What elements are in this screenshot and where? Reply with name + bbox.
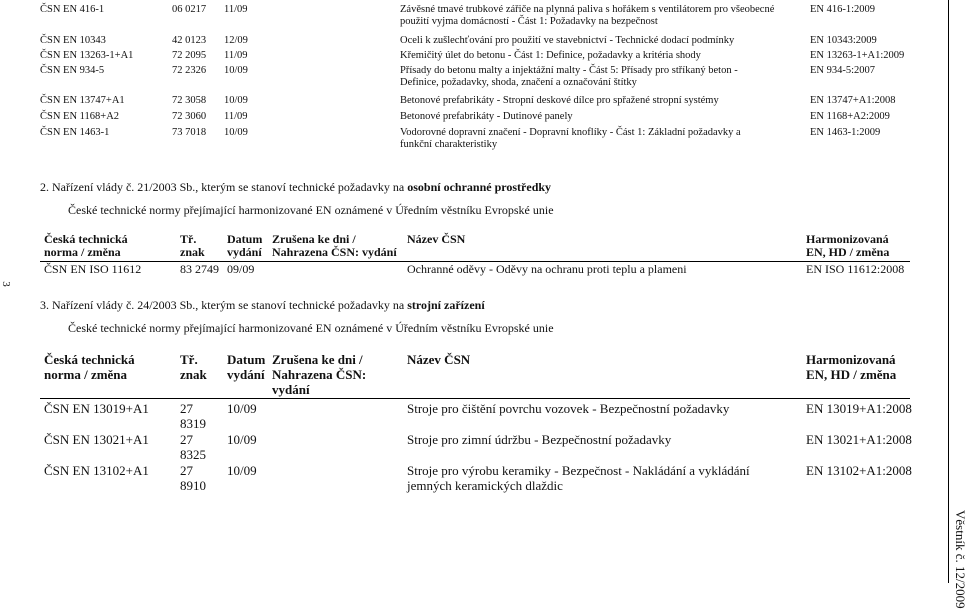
issue-date: 10/09 — [224, 127, 248, 138]
issue-date: 09/09 — [227, 262, 255, 276]
class-code: 27 8910 — [180, 463, 206, 493]
header-csn: Česká technická norma / změna — [44, 232, 128, 259]
header-title: Název ČSN — [407, 232, 466, 246]
standard-title: Stroje pro zimní údržbu - Bezpečnostní požadavky — [407, 432, 672, 447]
page-number: 3 — [0, 281, 12, 287]
csn-code: ČSN EN 416-1 — [40, 4, 105, 15]
harmonized-en: EN 13021+A1:2008 — [806, 432, 912, 447]
standard-title: Betonové prefabrikáty - Dutinové panely — [400, 111, 573, 122]
class-code: 72 3058 — [172, 95, 207, 106]
section-3-subject: strojní zařízení — [407, 298, 485, 312]
header-cancelled: Zrušena ke dni / Nahrazena ČSN: vydání — [272, 352, 367, 397]
header-class: Tř. znak — [180, 352, 207, 382]
section-3-intro: České technické normy přejímající harmonizované EN oznámené v Úředním věstníku Evropské unie — [68, 321, 554, 335]
header-cancelled: Zrušena ke dni / Nahrazena ČSN: vydání — [272, 232, 397, 259]
journal-issue-label: Věstník č. 12/2009 — [953, 510, 968, 609]
class-code: 06 0217 — [172, 4, 207, 15]
harmonized-en: EN 416-1:2009 — [810, 4, 876, 15]
header-date: Datum vydání — [227, 232, 263, 259]
standard-title: Oceli k zušlechťování pro použití ve stavebnictví - Technické dodací podmínky — [400, 35, 735, 46]
csn-code: ČSN EN 1463-1 — [40, 127, 110, 138]
section-2-subject: osobní ochranné prostředky — [407, 180, 552, 194]
issue-date: 11/09 — [224, 111, 248, 122]
class-code: 42 0123 — [172, 35, 207, 46]
section-2-prefix: 2. Nařízení vlády č. 21/2003 Sb., kterým se stanoví technické požadavky na — [40, 180, 408, 194]
issue-date: 10/09 — [227, 401, 257, 416]
csn-code: ČSN EN 10343 — [40, 35, 106, 46]
standard-title: Vodorovné dopravní značení - Dopravní knoflíky - Část 1: Základní požadavky a funkční charakteristiky — [400, 127, 741, 150]
harmonized-en: EN 13747+A1:2008 — [810, 95, 896, 106]
header-rule — [40, 398, 910, 399]
header-class: Tř. znak — [180, 232, 205, 259]
issue-date: 11/09 — [224, 4, 248, 15]
header-date: Datum vydání — [227, 352, 266, 382]
standard-title: Závěsné tmavé trubkové zářiče na plynná paliva s hořákem s ventilátorem pro všeobecné použití vyjma domácností - Část 1: Požadavky na bezpečnost — [400, 4, 775, 27]
harmonized-en: EN 13263-1+A1:2009 — [810, 50, 905, 61]
issue-date: 12/09 — [224, 35, 248, 46]
harmonized-en: EN 10343:2009 — [810, 35, 877, 46]
section-2-heading — [40, 180, 551, 194]
issue-date: 10/09 — [224, 95, 248, 106]
class-code: 72 2326 — [172, 65, 207, 76]
class-code: 72 2095 — [172, 50, 207, 61]
class-code: 73 7018 — [172, 127, 207, 138]
csn-code: ČSN EN 934-5 — [40, 65, 105, 76]
issue-date: 10/09 — [227, 463, 257, 478]
issue-date: 11/09 — [224, 50, 248, 61]
header-csn: Česká technická norma / změna — [44, 352, 135, 382]
class-code: 72 3060 — [172, 111, 207, 122]
harmonized-en: EN 13102+A1:2008 — [806, 463, 912, 478]
harmonized-en: EN 13019+A1:2008 — [806, 401, 912, 416]
header-title: Název ČSN — [407, 352, 471, 367]
csn-code: ČSN EN 13102+A1 — [44, 463, 149, 478]
section-3-heading — [40, 298, 485, 312]
harmonized-en: EN 1168+A2:2009 — [810, 111, 890, 122]
csn-code: ČSN EN 13263-1+A1 — [40, 50, 134, 61]
standard-title: Betonové prefabrikáty - Stropní deskové dílce pro spřažené stropní systémy — [400, 95, 719, 106]
csn-code: ČSN EN 13021+A1 — [44, 432, 149, 447]
class-code: 83 2749 — [180, 262, 219, 276]
standard-title: Přísady do betonu malty a injektážní malty - Část 5: Přísady pro stříkaný beton - Definice, požadavky, shoda, značení a označování štítky — [400, 65, 738, 88]
standard-title: Stroje pro výrobu keramiky - Bezpečnost - Nakládání a vykládání jemných keramických dlaždic — [407, 463, 750, 493]
section-3-prefix: 3. Nařízení vlády č. 24/2003 Sb., kterým se stanoví technické požadavky na — [40, 298, 408, 312]
standard-title: Ochranné oděvy - Oděvy na ochranu proti teplu a plameni — [407, 262, 687, 276]
margin-rule — [948, 0, 949, 583]
harmonized-en: EN 934-5:2007 — [810, 65, 876, 76]
header-harmonized: Harmonizovaná EN, HD / změna — [806, 352, 897, 382]
standard-title: Stroje pro čištění povrchu vozovek - Bezpečnostní požadavky — [407, 401, 730, 416]
harmonized-en: EN ISO 11612:2008 — [806, 262, 905, 276]
harmonized-en: EN 1463-1:2009 — [810, 127, 881, 138]
class-code: 27 8325 — [180, 432, 206, 462]
csn-code: ČSN EN 13747+A1 — [40, 95, 125, 106]
header-harmonized: Harmonizovaná EN, HD / změna — [806, 232, 890, 259]
class-code: 27 8319 — [180, 401, 206, 431]
section-2-intro: České technické normy přejímající harmonizované EN oznámené v Úředním věstníku Evropské unie — [68, 203, 554, 217]
issue-date: 10/09 — [227, 432, 257, 447]
csn-code: ČSN EN 13019+A1 — [44, 401, 149, 416]
issue-date: 10/09 — [224, 65, 248, 76]
csn-code: ČSN EN ISO 11612 — [44, 262, 142, 276]
csn-code: ČSN EN 1168+A2 — [40, 111, 120, 122]
standard-title: Křemičitý úlet do betonu - Část 1: Definice, požadavky a kritéria shody — [400, 50, 701, 61]
